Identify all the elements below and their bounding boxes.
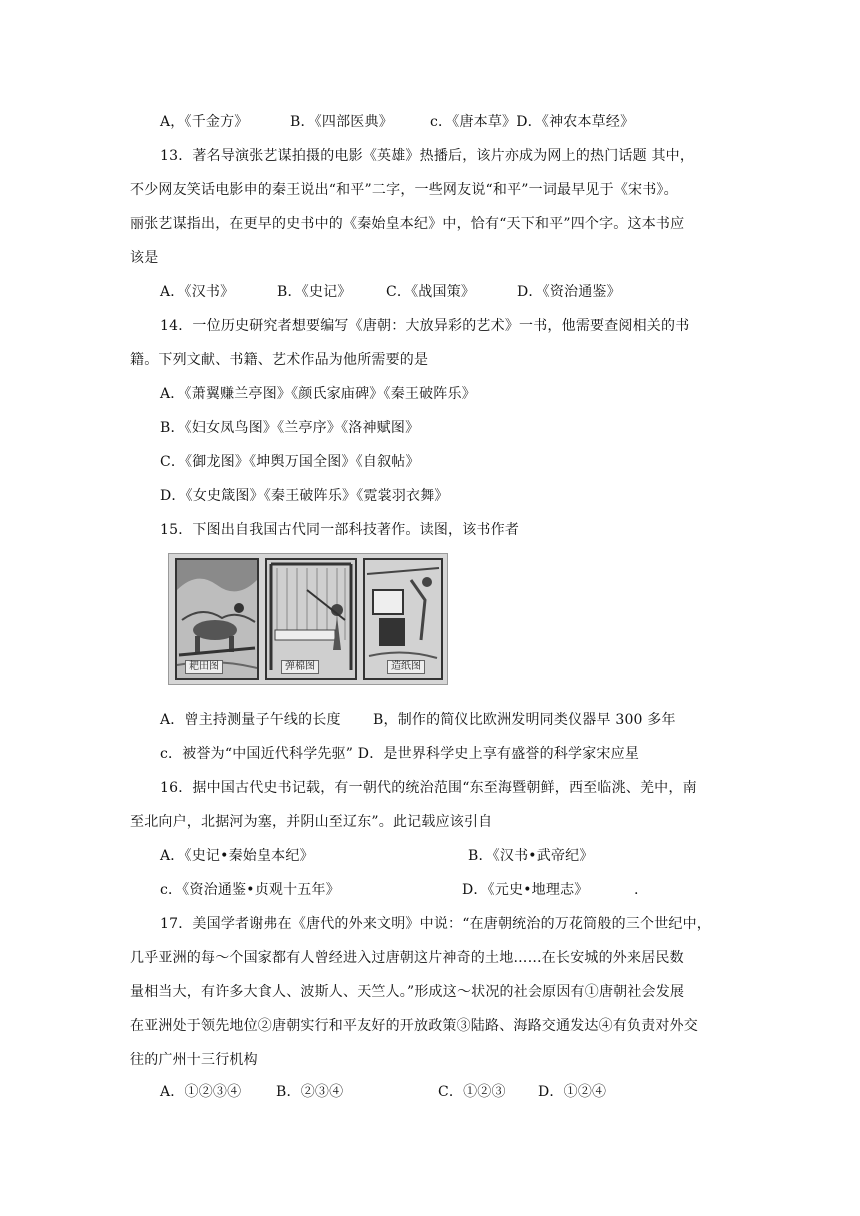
q15-option-b: B，制作的简仪比欧洲发明同类仪器早 300 多年 xyxy=(373,712,676,728)
q13-option-b: B．《史记》 xyxy=(277,284,352,300)
q13-option-a: A．《汉书》 xyxy=(160,284,235,300)
q12-option-c-d: c．《唐本草》D．《神农本草经》 xyxy=(430,114,635,130)
q15-illustration xyxy=(168,553,448,685)
q16-stem-line-1: 16．据中国古代史书记载，有一朝代的统治范围“东至海暨朝鲜，西至临洮、羌中，南 xyxy=(160,780,697,796)
caption-cotton-fluffing: 弹棉图 xyxy=(281,660,319,674)
q12-option-a: A，《千金方》 xyxy=(160,114,249,130)
q17-stem-line-1: 17．美国学者谢弗在《唐代的外来文明》中说：“在唐朝统治的万花筒般的三个世纪中， xyxy=(160,916,711,932)
q17-stem-line-4: 在亚洲处于领先地位②唐朝实行和平友好的开放政策③陆路、海路交通发达④有负责对外交 xyxy=(130,1018,698,1034)
q15-option-a: A．曾主持测量子午线的长度 xyxy=(160,712,341,728)
q17-stem-line-5: 往的广州十三行机构 xyxy=(130,1052,258,1068)
q14-option-c: C．《御龙图》《坤舆万国全图》《自叙帖》 xyxy=(160,454,420,470)
q14-option-b: B．《妇女凤鸟图》《兰亭序》《洛神赋图》 xyxy=(160,420,420,436)
q13-stem-line-4: 该是 xyxy=(130,250,159,266)
figure-panel-papermaking xyxy=(363,558,443,680)
caption-papermaking: 造纸图 xyxy=(387,660,425,674)
q13-option-c: C．《战国策》 xyxy=(386,284,476,300)
q16-option-c: c．《资治通鉴•贞观十五年》 xyxy=(160,882,340,898)
q14-stem-line-2: 籍。下列文献、书籍、艺术作品为他所需要的是 xyxy=(130,352,429,368)
q15-options-row-2: c．被誉为“中国近代科学先驱” D．是世界科学史上享有盛誉的科学家宋应星 xyxy=(160,746,640,762)
q16-option-d: D．《元史•地理志》 xyxy=(462,882,589,898)
q14-option-a: A．《萧翼赚兰亭图》《颜氏家庙碑》《秦王破阵乐》 xyxy=(160,386,476,402)
q16-stem-line-2: 至北向户，北据河为塞，并阴山至辽东”。此记载应该引自 xyxy=(130,814,493,830)
q17-stem-line-2: 几乎亚洲的每～个国家都有人曾经进入过唐朝这片神奇的土地……在长安城的外来居民数 xyxy=(130,950,684,966)
q13-stem-line-2: 不少网友笑话电影申的秦王说出“和平”二字，一些网友说“和平”一词最早见于《宋书》。 xyxy=(130,182,678,198)
q17-stem-line-3: 量相当大，有许多大食人、波斯人、天竺人。”形成这～状况的社会原因有①唐朝社会发展 xyxy=(130,984,685,1000)
q17-option-d: D．①②④ xyxy=(538,1084,607,1100)
q16-option-a: A．《史记•秦始皇本纪》 xyxy=(160,848,314,864)
q12-option-b: B．《四部医典》 xyxy=(290,114,393,130)
q13-stem-line-1: 13．著名导演张艺谋拍摄的电影《英雄》热播后，该片亦成为网上的热门话题 其中， xyxy=(160,148,695,164)
figure-panel-harrowing xyxy=(175,558,259,680)
caption-harrowing: 耙田图 xyxy=(185,660,223,674)
q16-trailing-mark: . xyxy=(634,882,639,898)
q17-option-a: A．①②③④ xyxy=(160,1084,242,1100)
q14-option-d: D．《女史箴图》《秦王破阵乐》《霓裳羽衣舞》 xyxy=(160,488,449,504)
q16-option-b: B．《汉书•武帝纪》 xyxy=(468,848,594,864)
q14-stem-line-1: 14．一位历史研究者想要编写《唐朝：大放异彩的艺术》一书，他需要查阅相关的书 xyxy=(160,318,690,334)
q15-stem-line-1: 15．下图出自我国古代同一部科技著作。读图，该书作者 xyxy=(160,522,520,538)
figure-panel-cotton-fluffing xyxy=(265,558,357,680)
q17-option-c: C．①②③ xyxy=(438,1084,506,1100)
q13-option-d: D．《资治通鉴》 xyxy=(517,284,621,300)
q13-stem-line-3: 丽张艺谋指出，在更早的史书中的《秦始皇本纪》中，恰有“天下和平”四个字。这本书应 xyxy=(130,216,685,232)
q17-option-b: B．②③④ xyxy=(276,1084,344,1100)
